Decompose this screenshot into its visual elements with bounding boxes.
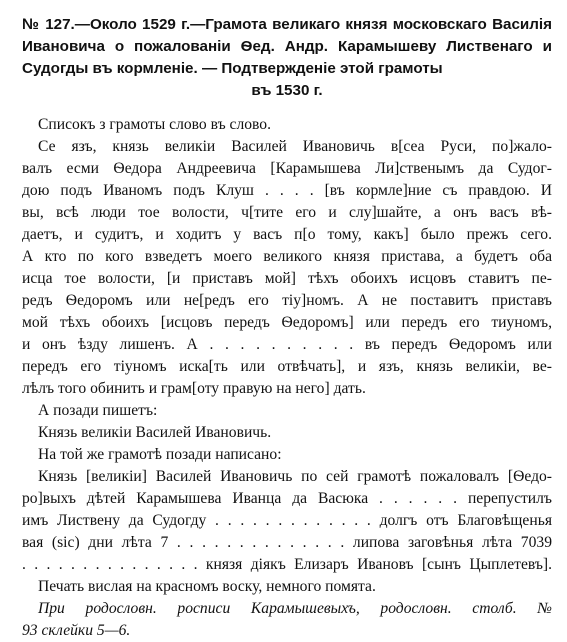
text-line: ро]выхъ дѣтей Карамышева Иванца да Васюка . . . . . . перепустилъ [22,490,552,507]
text-line: . . . . . . . . . . . . . . . князя діякъ Елизаръ Ивановъ [сынъ Цыплетевъ]. [22,556,552,573]
text-line: лѣлъ того обинить и грам[оту правую на него] дать. [22,380,366,397]
text-line: вы, всѣ люди тое волости, ч[тите его и слу]шайте, а онъ васъ вѣ- [22,204,552,221]
text-line: 93 склейки 5—6. [22,622,131,639]
text-line: дою подъ Иваномъ подъ Клуш . . . . [въ кормле]ние съ правдою. И [22,182,552,199]
document-body [22,114,552,642]
text-line: Печать вислая на красномъ воску, немного помята. [38,578,376,595]
text-line: валъ есми Ѳедора Андреевича [Карамышева Ли]ственымъ да Судог- [22,160,552,177]
text-line: Списокъ з грамоты слово въ слово. [38,116,272,133]
heading-line-1: № 127.—Около 1529 г.—Грамота великаго князя московскаго [22,16,487,33]
text-line: даетъ, и судитъ, и ходитъ у васъ п[о тому, какъ] было прежъ сего. [22,226,552,243]
text-line: исца тое волости, [и приставъ мой] тѣхъ обоихъ исцовъ ставитъ пе- [22,270,552,287]
heading-line-3: въ 1530 г. [251,82,323,99]
heading-line-2: Василія Ивановича о пожалованіи Ѳед. Андр. Карамышеву Лиственаго и Судогды въ кормленіе. — Подтвержденіе этой грамоты [22,16,552,77]
text-line: вая (sic) дни лѣта 7 . . . . . . . . . . . . . . липова заговѣнья лѣта 7039 [22,534,552,551]
text-line: мой тѣхъ обоихъ [исцовъ передъ Ѳедоромъ] или передъ его тиуномъ, [22,314,552,331]
text-line: А позади пишетъ: [38,402,158,419]
text-line: редъ Ѳедоромъ или не[редъ его тіу]номъ. А не поставитъ приставъ [22,292,552,309]
text-line: При родословн. росписи Карамышевыхъ, родословн. столб. № [38,600,552,617]
document-page [22,14,552,642]
text-line: передъ его тіуномъ иска[ть или отвѣчать], и язъ, князь великіи, ве- [22,358,552,375]
document-heading [22,14,552,102]
text-line: Князь великіи Василей Ивановичь. [38,424,272,441]
text-line: А кто по кого взведетъ моего великого князя пристава, а будетъ оба [22,248,552,265]
text-line: имъ Листвену да Судогду . . . . . . . . . . . . . долгъ отъ Благовѣщенья [22,512,552,529]
text-line: Се язъ, князь великіи Василей Ивановичь в[сеа Руси, по]жало- [38,138,552,155]
text-line: Князь [великіи] Василей Ивановичь по сей грамотѣ пожаловалъ [Ѳедо- [38,468,552,485]
text-line: На той же грамотѣ позади написано: [38,446,282,463]
text-line: и онъ ѣзду лишенъ. А . . . . . . . . . . въ передъ Ѳедоромъ или [22,336,552,353]
